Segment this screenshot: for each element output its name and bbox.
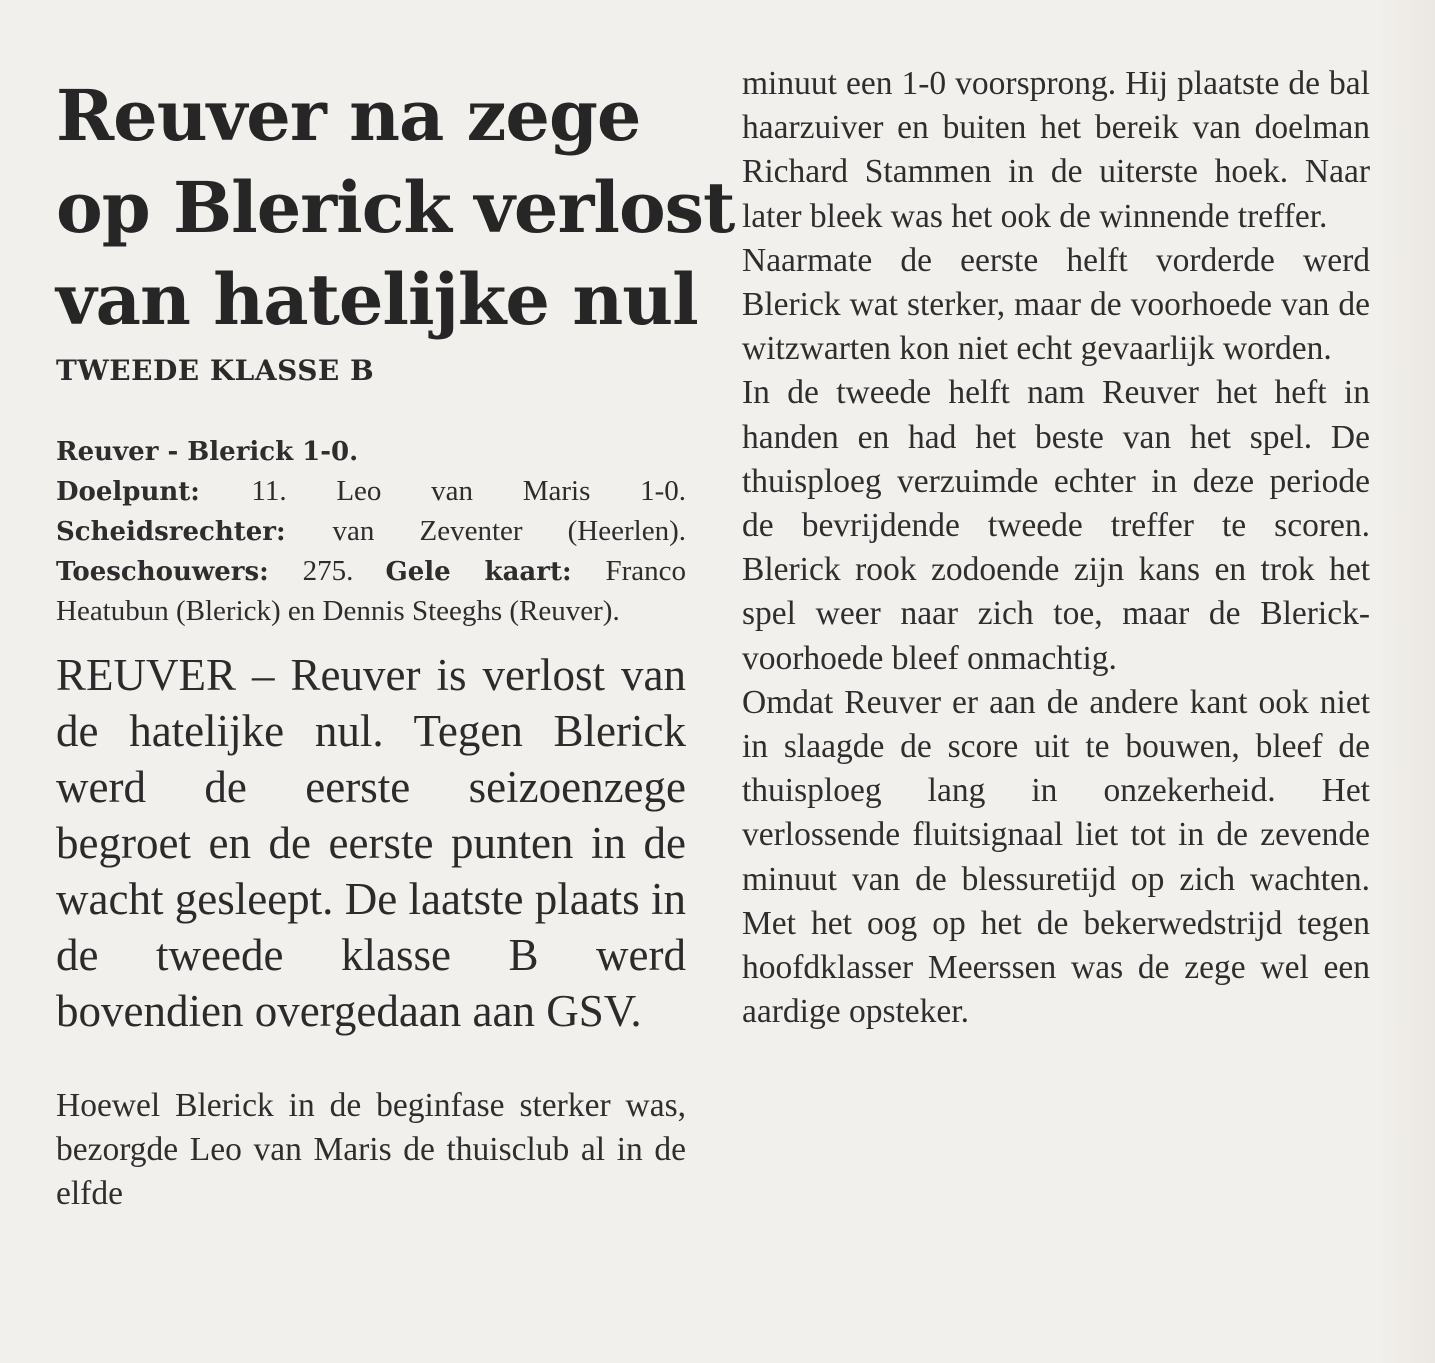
left-column xyxy=(56,70,735,1217)
referee-label: Scheidsrechter: xyxy=(56,517,333,547)
headline-line-2: op Blerick verlost xyxy=(56,166,735,249)
spectators-text: 275. xyxy=(302,555,386,587)
body-paragraph-1-part-2: minuut een 1-0 voorsprong. Hij plaatste de bal haarzuiver en buiten het bereik van doelman Richard Stammen in de uiterste hoek. Naar later bleek was het ook de winnende treffer. xyxy=(742,65,1370,235)
headline xyxy=(56,70,735,346)
body-paragraph-2: Naarmate de eerste helft vorderde werd Blerick wat sterker, maar de voorhoede van de witzwarten kon niet echt gevaarlijk worden. xyxy=(742,241,1370,368)
headline-line-1: Reuver na zege xyxy=(56,74,641,157)
headline-line-3: van hatelijke nul xyxy=(56,258,698,341)
spectators-label: Toeschouwers: xyxy=(56,557,303,587)
yellow-card-label: Gele kaart: xyxy=(385,557,606,587)
body-paragraph-1-part-1: Hoewel Blerick in de beginfase sterker was, bezorgde Leo van Maris de thuisclub al in de elfde xyxy=(56,1087,686,1213)
match-result: Reuver - Blerick 1-0. xyxy=(56,437,359,467)
right-column xyxy=(742,62,1370,1034)
referee-text: van Zeventer (Heerlen). xyxy=(332,515,686,547)
adjacent-page-edge xyxy=(1375,0,1435,1363)
match-facts xyxy=(56,433,686,631)
yellow-card-text: Franco Heatubun (Blerick) en Dennis Steeghs (Reuver). xyxy=(56,555,686,627)
body-paragraph-4: Omdat Reuver er aan de andere kant ook niet in slaagde de score uit te bouwen, bleef de thuisploeg lang in onzekerheid. Het verlossende fluitsignaal liet tot in de zevende minuut van de blessuretijd op zich wachten. Met het oog op het de bekerwedstrijd tegen hoofdklasser Meerssen was de zege wel een aardige opsteker. xyxy=(742,683,1370,1031)
goal-text: 11. Leo van Maris 1-0. xyxy=(251,475,686,507)
body-paragraph-3: In de tweede helft nam Reuver het heft in handen en had het beste van het spel. De thuisploeg verzuimde echter in deze periode de bevrijdende tweede treffer te scoren. Blerick rook zodoende zijn kans en trok het spel weer naar zich toe, maar de Blerick-voorhoede bleef onmachtig. xyxy=(742,374,1370,677)
lead-paragraph: REUVER – Reuver is verlost van de hatelijke nul. Tegen Blerick werd de eerste seizoenzege begroet en de eerste punten in de wacht gesleept. De laatste plaats in de tweede klasse B werd bovendien overgedaan aan GSV. xyxy=(56,650,686,1036)
goal-label: Doelpunt: xyxy=(56,477,252,507)
section-kicker: TWEEDE KLASSE B xyxy=(56,354,375,387)
